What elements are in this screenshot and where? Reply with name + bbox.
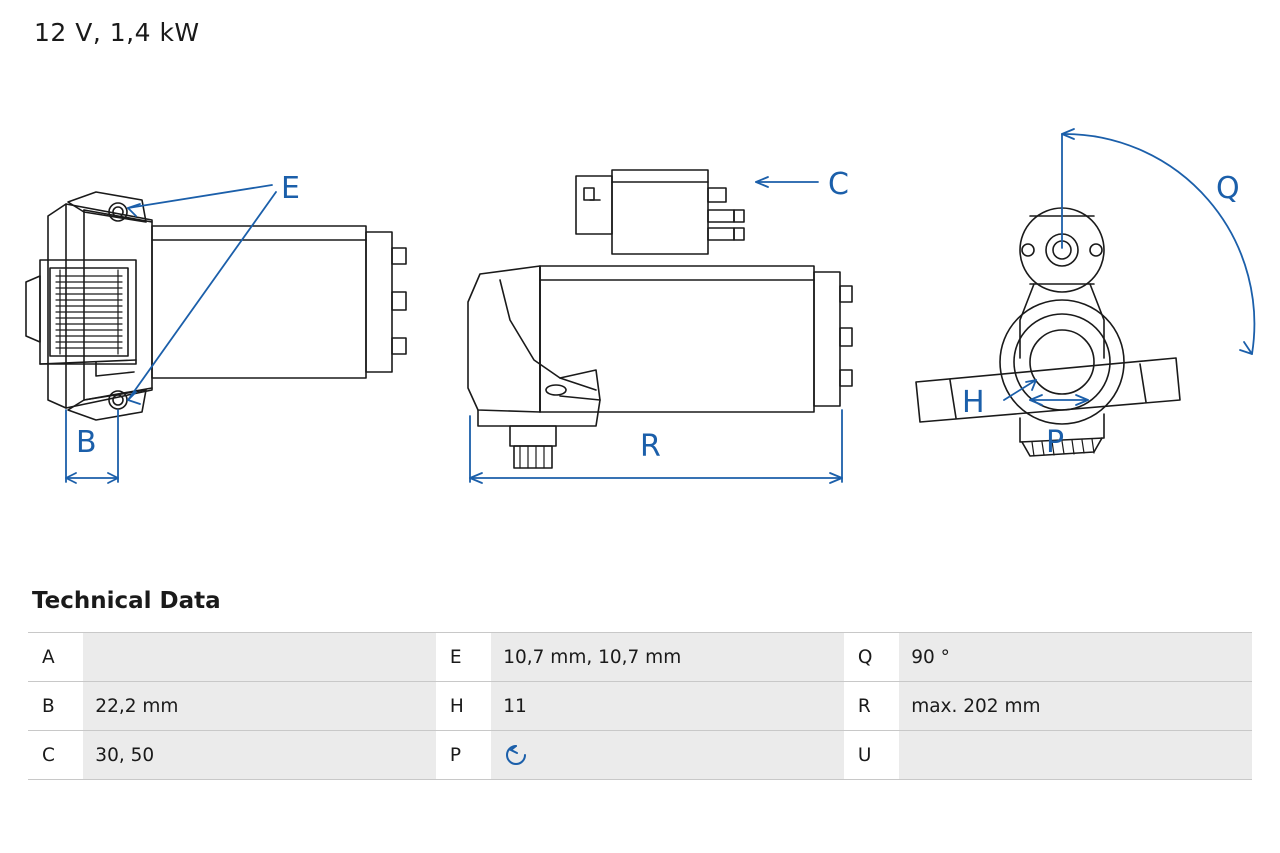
cell-key-q: Q bbox=[844, 633, 899, 682]
technical-data-table bbox=[28, 632, 1252, 780]
label-E: E bbox=[281, 171, 300, 206]
cell-value-c: 30, 50 bbox=[83, 731, 436, 780]
callout-C bbox=[756, 177, 818, 187]
cell-value-e: 10,7 mm, 10,7 mm bbox=[491, 633, 844, 682]
technical-data-heading: Technical Data bbox=[32, 588, 221, 614]
label-B: B bbox=[76, 425, 97, 460]
callout-E bbox=[128, 185, 276, 404]
cell-value-p bbox=[491, 731, 844, 780]
cell-key-b: B bbox=[28, 682, 83, 731]
technical-drawing bbox=[0, 70, 1280, 530]
cell-key-p: P bbox=[436, 731, 491, 780]
cell-value-q: 90 ° bbox=[899, 633, 1252, 682]
table-row bbox=[28, 633, 1252, 682]
rotation-direction-icon bbox=[503, 742, 531, 768]
cell-value-b: 22,2 mm bbox=[83, 682, 436, 731]
page-title: 12 V, 1,4 kW bbox=[34, 18, 200, 47]
cell-key-u: U bbox=[844, 731, 899, 780]
label-R: R bbox=[640, 429, 661, 464]
label-Q: Q bbox=[1216, 171, 1240, 206]
table-row bbox=[28, 682, 1252, 731]
cell-key-c: C bbox=[28, 731, 83, 780]
cell-key-e: E bbox=[436, 633, 491, 682]
cell-value-r: max. 202 mm bbox=[899, 682, 1252, 731]
starter-front-view bbox=[916, 208, 1180, 456]
cell-value-u bbox=[899, 731, 1252, 780]
starter-side-view bbox=[468, 170, 852, 468]
callout-Q bbox=[1062, 129, 1254, 354]
callout-P bbox=[1030, 395, 1088, 405]
callout-H bbox=[1004, 380, 1036, 400]
label-H: H bbox=[962, 385, 985, 420]
cell-value-a bbox=[83, 633, 436, 682]
cell-key-h: H bbox=[436, 682, 491, 731]
cell-key-a: A bbox=[28, 633, 83, 682]
label-C: C bbox=[828, 167, 849, 202]
table-row bbox=[28, 731, 1252, 780]
cell-key-r: R bbox=[844, 682, 899, 731]
label-P: P bbox=[1046, 425, 1065, 460]
cell-value-h: 11 bbox=[491, 682, 844, 731]
starter-left-view bbox=[26, 192, 406, 420]
